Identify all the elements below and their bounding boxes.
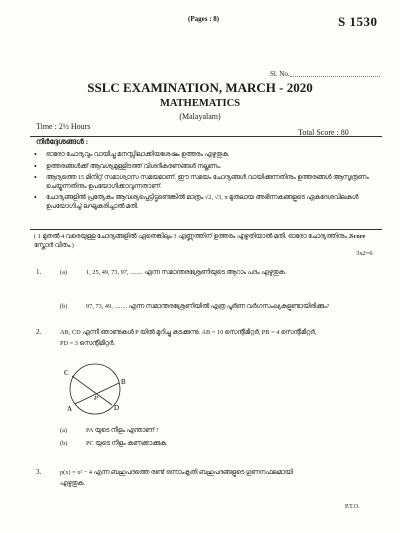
question-1a-label: (a): [60, 269, 67, 276]
page-count: (Pages : 8): [188, 15, 220, 23]
instruction-item: • ആദ്യത്തെ 15 മിനിറ്റ് സമാശ്വാസ സമയമാണ്. ഈ സമയം ചോദ്യങ്ങൾ വായിക്കുന്നതിനും ഉത്തരങ്ങൾ ആസൂത്രണം ചെയ്യുന്നതിനും ഉപയോഗിക്കാവുന്നതാണ്.: [34, 173, 369, 190]
question-2-text-line1: AB, CD എന്നീ ഞാണുകൾ P യിൽ മുറിച്ചു കടക്കുന്നു. AB = 10 സെന്റീമീറ്റർ, PB = 4 സെന്റീമീറ്റർ,: [60, 329, 317, 336]
point-a-label: A: [67, 405, 73, 413]
question-2b-text: PC യുടെ നീളം കണക്കാക്കുക.: [86, 440, 168, 447]
instruction-item: • ഓരോ ചോദ്യവും വായിച്ചു മനസ്സിലാക്കിയശേഷം ഉത്തരം എഴുതുക.: [34, 150, 230, 159]
bullet-icon: •: [34, 150, 37, 159]
instructions-divider: [30, 229, 382, 230]
point-c-label: C: [64, 369, 69, 377]
question-2-text-line2: PD = 3 സെന്റീമീറ്റർ.: [60, 340, 115, 347]
instructions-title: നിർദ്ദേശങ്ങൾ :: [36, 137, 89, 146]
question-1b-label: (b): [60, 303, 68, 310]
question-3-text-line2: എഴുതുക.: [60, 480, 85, 487]
circle-chords-diagram: [55, 358, 135, 420]
section-marks: 3x2=6: [356, 250, 373, 257]
question-1b-text: 97, 73, 49, ........ എന്ന സമാന്തരശ്രേണിയിൽ എത്ര പൂർണ വർഗസംഖ്യകളുണ്ടായിരിക്കും?: [86, 303, 330, 310]
point-d-label: D: [114, 404, 120, 412]
serial-number-label: Sl. No.: [270, 70, 290, 78]
bullet-icon: •: [34, 173, 37, 182]
bullet-icon: •: [34, 161, 37, 171]
question-1a-text: 1, 25, 49, 73, 97, ........ എന്ന സമാന്തരശ്രേണിയുടെ ആറാം പദം എഴുതുക.: [86, 269, 287, 276]
section-heading: ( 1 മുതൽ 4 വരെയുള്ള ചോദ്യങ്ങളിൽ ഏതെങ്കിലും 3 എണ്ണത്തിന് ഉത്തരം എഴുതിയാൽ മതി. ഓരോ ചോദ്യത്തിനും 2 സ്കോർ വീതം.): [34, 233, 352, 249]
instruction-item: • ഉത്തരങ്ങൾക്ക് ആവശ്യമുള്ളിടത്ത് വിശദീകരണങ്ങൾ നല്കണം.: [34, 161, 222, 171]
question-2a-label: (a): [60, 427, 67, 434]
serial-number-line: [290, 76, 380, 77]
question-3-number: 3.: [36, 468, 42, 476]
question-1-number: 1.: [36, 268, 42, 276]
question-2-number: 2.: [36, 328, 42, 336]
point-p-label: P: [94, 395, 98, 402]
time-label: Time : 2½ Hours: [36, 122, 91, 131]
subject-title: MATHEMATICS: [159, 98, 241, 109]
paper-code: S 1530: [338, 14, 378, 29]
instruction-item: • ചോദ്യങ്ങളിൽ പ്രത്യേകം ആവശ്യപ്പെട്ടിട്ടുണ്ടെങ്കിൽ മാത്രം √2, √3, π മുതലായ അഭിന്നകങ്ങളുടെ ഏകദേശവിലകൾ ഉപയോഗിച്ച് ലഘൂകരിച്ചാൽ മതി.: [34, 193, 359, 210]
point-b-label: B: [121, 378, 126, 386]
question-2a-text: PA യുടെ നീളം എന്താണ് ?: [86, 427, 159, 434]
bullet-icon: •: [34, 193, 37, 202]
section-score-label: Score: [350, 233, 366, 240]
instructions-list: [34, 151, 384, 214]
question-3-text-line1: p(x) = x² − 4 എന്ന ബഹുപദത്തെ രണ്ട് ഒന്നാംകൃതി ബഹുപദങ്ങളുടെ ഗുണനഫലമായി: [60, 469, 293, 476]
chord-cd: [72, 376, 112, 405]
page-turn-note: P.T.O.: [345, 504, 360, 510]
circle-outline: [70, 364, 120, 414]
total-score-label: Total Score : 80: [298, 128, 349, 137]
language-label: (Malayalam): [179, 112, 221, 121]
exam-title: SSLC EXAMINATION, MARCH - 2020: [87, 80, 313, 95]
question-2b-label: (b): [60, 440, 68, 447]
